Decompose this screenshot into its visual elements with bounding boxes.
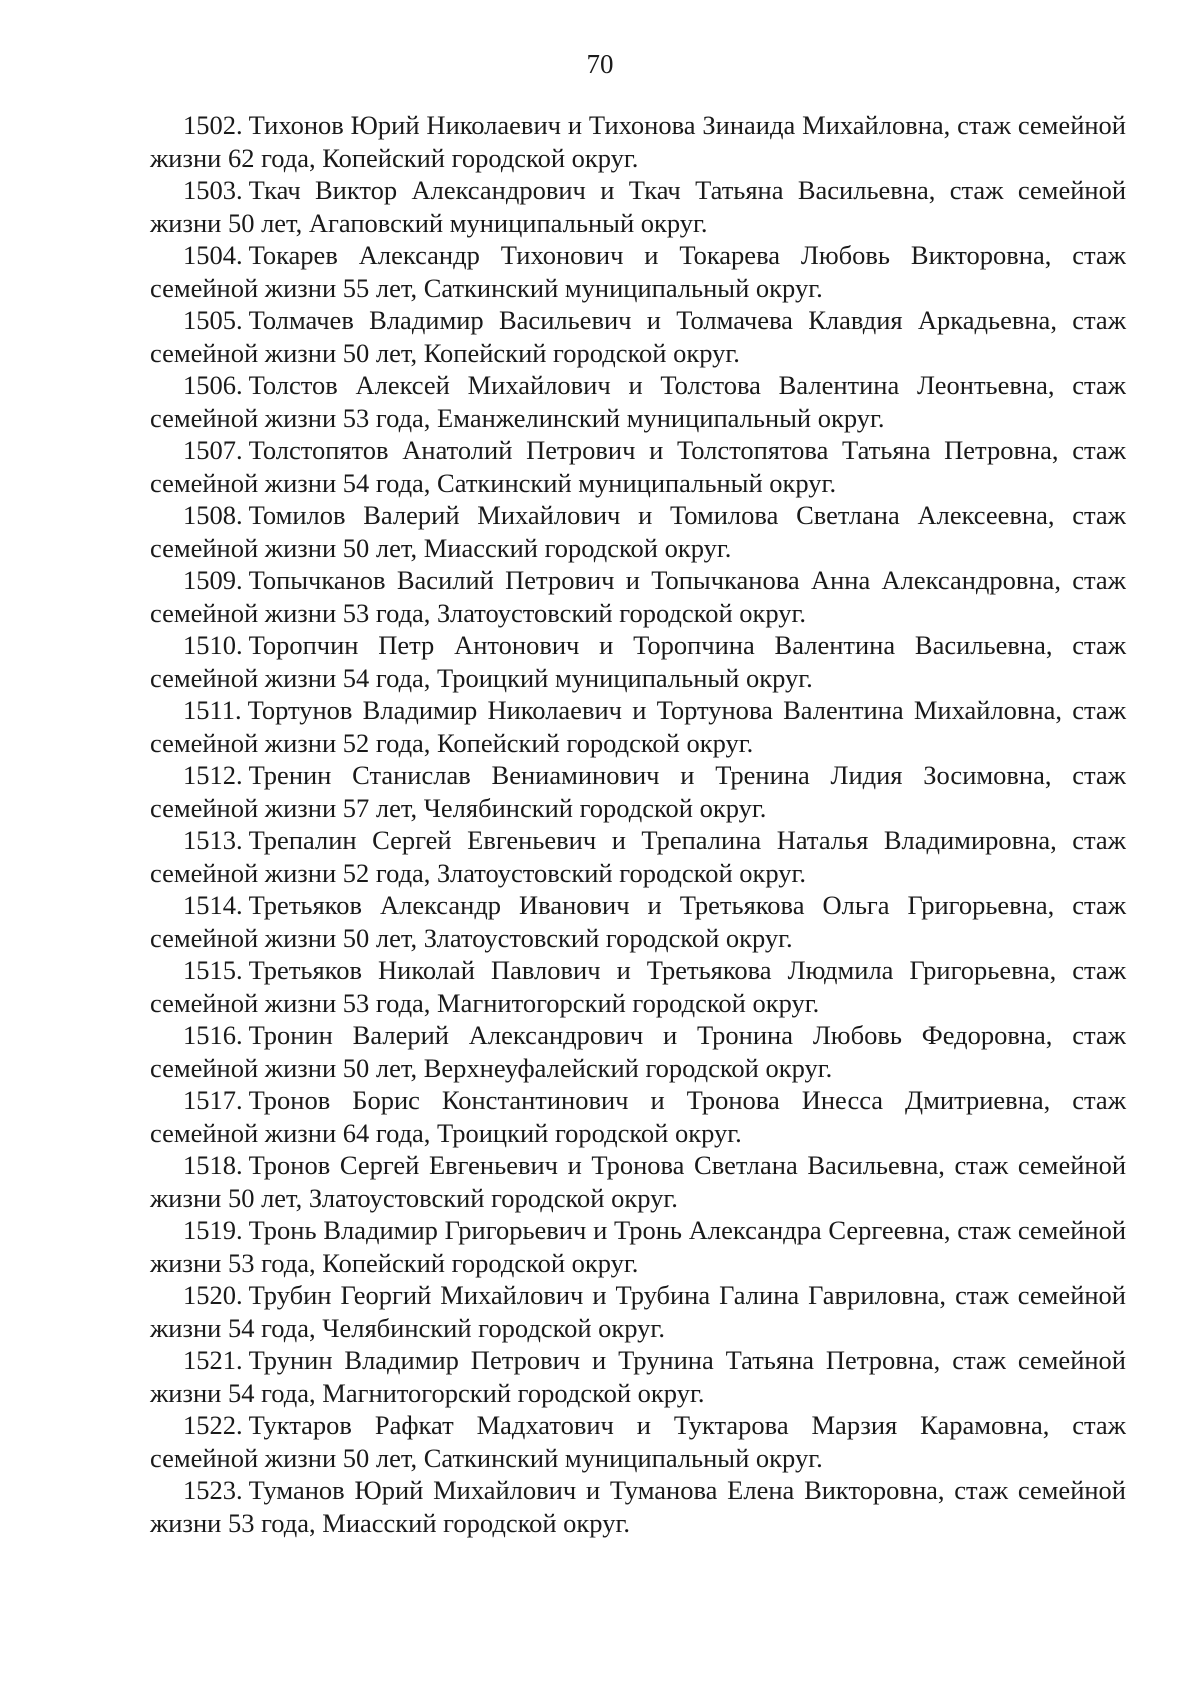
list-item xyxy=(150,304,1126,369)
entry-text: Тортунов Владимир Николаевич и Тортунова Валентина Михайловна, стаж семейной жизни 52 года, Копейский городской округ. xyxy=(150,695,1126,758)
entry-number: 1516. xyxy=(183,1020,243,1050)
entry-number: 1503. xyxy=(183,175,243,205)
entry-text: Томилов Валерий Михайлович и Томилова Светлана Алексеевна, стаж семейной жизни 50 лет, Миасский городской округ. xyxy=(150,500,1126,563)
entry-number: 1513. xyxy=(183,825,243,855)
list-item xyxy=(150,174,1126,239)
entry-number: 1520. xyxy=(183,1280,243,1310)
list-item xyxy=(150,759,1126,824)
list-item xyxy=(150,1279,1126,1344)
entry-number: 1509. xyxy=(183,565,243,595)
entry-number: 1510. xyxy=(183,630,243,660)
list-item xyxy=(150,109,1126,174)
list-item xyxy=(150,1409,1126,1474)
list-item xyxy=(150,954,1126,1019)
entry-text: Туктаров Рафкат Мадхатович и Туктарова Марзия Карамовна, стаж семейной жизни 50 лет, Саткинский муниципальный округ. xyxy=(150,1410,1126,1473)
entry-number: 1512. xyxy=(183,760,243,790)
entry-text: Туманов Юрий Михайлович и Туманова Елена Викторовна, стаж семейной жизни 53 года, Миасский городской округ. xyxy=(150,1475,1126,1538)
entry-text: Тронь Владимир Григорьевич и Тронь Александра Сергеевна, стаж семейной жизни 53 года, Копейский городской округ. xyxy=(150,1215,1126,1278)
entry-text: Тронов Борис Константинович и Тронова Инесса Дмитриевна, стаж семейной жизни 64 года, Троицкий городской округ. xyxy=(150,1085,1126,1148)
entry-text: Третьяков Николай Павлович и Третьякова Людмила Григорьевна, стаж семейной жизни 53 года, Магнитогорский городской округ. xyxy=(150,955,1126,1018)
entry-text: Торопчин Петр Антонович и Торопчина Валентина Васильевна, стаж семейной жизни 54 года, Троицкий муниципальный округ. xyxy=(150,630,1126,693)
entry-number: 1502. xyxy=(183,110,243,140)
entry-text: Токарев Александр Тихонович и Токарева Любовь Викторовна, стаж семейной жизни 55 лет, Саткинский муниципальный округ. xyxy=(150,240,1126,303)
entry-text: Толмачев Владимир Васильевич и Толмачева Клавдия Аркадьевна, стаж семейной жизни 50 лет, Копейский городской округ. xyxy=(150,305,1126,368)
entry-text: Тренин Станислав Вениаминович и Тренина Лидия Зосимовна, стаж семейной жизни 57 лет, Челябинский городской округ. xyxy=(150,760,1126,823)
entry-text: Тронов Сергей Евгеньевич и Тронова Светлана Васильевна, стаж семейной жизни 50 лет, Златоустовский городской округ. xyxy=(150,1150,1126,1213)
entry-number: 1522. xyxy=(183,1410,243,1440)
list-item xyxy=(150,564,1126,629)
entry-number: 1515. xyxy=(183,955,243,985)
list-item xyxy=(150,1344,1126,1409)
entry-number: 1519. xyxy=(183,1215,243,1245)
list-item xyxy=(150,1084,1126,1149)
entry-number: 1511. xyxy=(183,695,242,725)
entry-text: Трубин Георгий Михайлович и Трубина Галина Гавриловна, стаж семейной жизни 54 года, Челябинский городской округ. xyxy=(150,1280,1126,1343)
entry-text: Трепалин Сергей Евгеньевич и Трепалина Наталья Владимировна, стаж семейной жизни 52 года, Златоустовский городской округ. xyxy=(150,825,1126,888)
entry-number: 1504. xyxy=(183,240,243,270)
entry-text: Тронин Валерий Александрович и Тронина Любовь Федоровна, стаж семейной жизни 50 лет, Верхнеуфалейский городской округ. xyxy=(150,1020,1126,1083)
entry-number: 1507. xyxy=(183,435,243,465)
list-item xyxy=(150,1149,1126,1214)
entry-text: Третьяков Александр Иванович и Третьякова Ольга Григорьевна, стаж семейной жизни 50 лет, Златоустовский городской округ. xyxy=(150,890,1126,953)
list-item xyxy=(150,239,1126,304)
entry-text: Трунин Владимир Петрович и Трунина Татьяна Петровна, стаж семейной жизни 54 года, Магнитогорский городской округ. xyxy=(150,1345,1126,1408)
page-number: 70 xyxy=(586,49,614,79)
list-item xyxy=(150,889,1126,954)
entry-number: 1505. xyxy=(183,305,243,335)
entry-number: 1508. xyxy=(183,500,243,530)
entry-text: Толстов Алексей Михайлович и Толстова Валентина Леонтьевна, стаж семейной жизни 53 года, Еманжелинский муниципальный округ. xyxy=(150,370,1126,433)
entry-list xyxy=(150,109,1126,1539)
list-item xyxy=(150,434,1126,499)
entry-text: Ткач Виктор Александрович и Ткач Татьяна Васильевна, стаж семейной жизни 50 лет, Агаповский муниципальный округ. xyxy=(150,175,1126,238)
entry-number: 1521. xyxy=(183,1345,243,1375)
entry-text: Толстопятов Анатолий Петрович и Толстопятова Татьяна Петровна, стаж семейной жизни 54 года, Саткинский муниципальный округ. xyxy=(150,435,1126,498)
list-item xyxy=(150,1019,1126,1084)
entry-number: 1523. xyxy=(183,1475,243,1505)
list-item xyxy=(150,694,1126,759)
list-item xyxy=(150,1474,1126,1539)
entry-text: Топычканов Василий Петрович и Топычканова Анна Александровна, стаж семейной жизни 53 года, Златоустовский городской округ. xyxy=(150,565,1126,628)
list-item xyxy=(150,629,1126,694)
list-item xyxy=(150,499,1126,564)
list-item xyxy=(150,1214,1126,1279)
entry-number: 1506. xyxy=(183,370,243,400)
entry-text: Тихонов Юрий Николаевич и Тихонова Зинаида Михайловна, стаж семейной жизни 62 года, Копейский городской округ. xyxy=(150,110,1126,173)
entry-number: 1517. xyxy=(183,1085,243,1115)
list-item xyxy=(150,824,1126,889)
entry-number: 1518. xyxy=(183,1150,243,1180)
entry-number: 1514. xyxy=(183,890,243,920)
list-item xyxy=(150,369,1126,434)
